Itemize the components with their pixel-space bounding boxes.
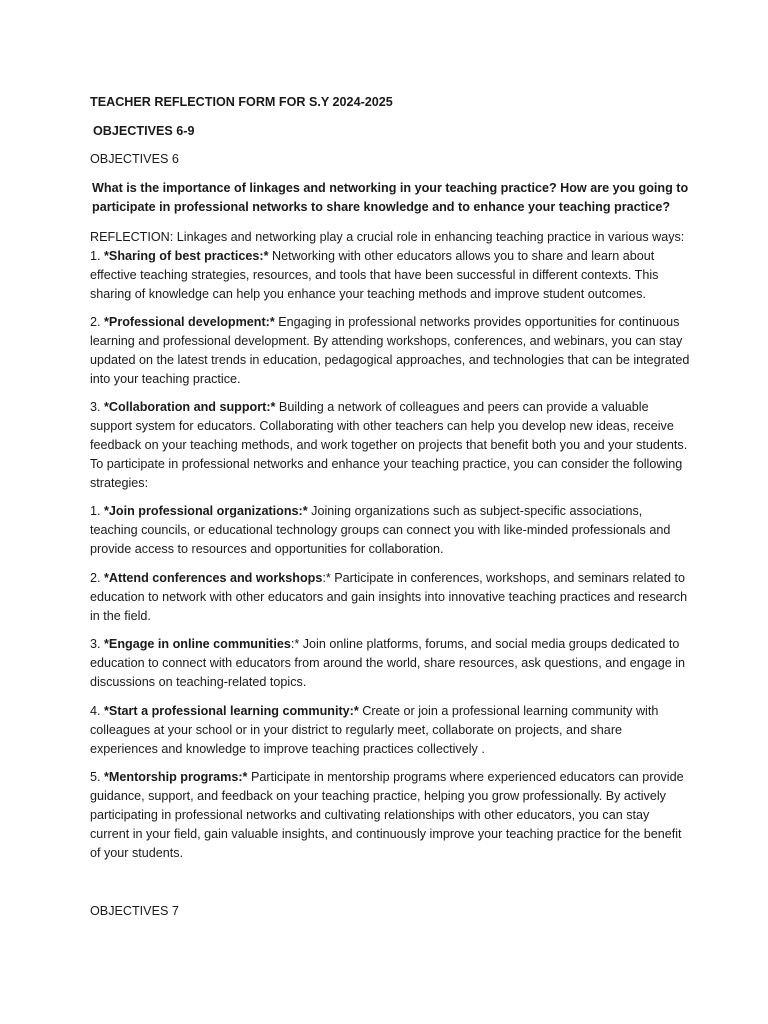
benefit-item: 3. *Collaboration and support:* Building a network of colleagues and peers can provide a valuable support system for educators. Collaborating with other teachers can help you develop new ideas, receive feedback on your teaching methods, and work together on projects that benefit both you and your students. To participate in professional networks and enhance your teaching practice, you can consider the following strategies: <box>90 400 688 490</box>
document-title: TEACHER REFLECTION FORM FOR S.Y 2024-2025 <box>90 95 393 109</box>
strategy-item: 2. *Attend conferences and workshops:* Participate in conferences, workshops, and seminars related to education to network with other educators and gain insights into innovative teaching practices and research in the field. <box>90 571 688 623</box>
benefit-item: 1. *Sharing of best practices:* Networking with other educators allows you to share and learn about effective teaching strategies, resources, and tools that have been successful in different contexts. This sharing of knowledge can help you enhance your teaching methods and improve student outcomes. <box>90 249 659 301</box>
objective-7-heading: OBJECTIVES 7 <box>90 904 179 918</box>
reflection-question: What is the importance of linkages and networking in your teaching practice? How are you going to participate in professional networks to share knowledge and to enhance your teaching practice? <box>92 181 689 214</box>
benefit-item: 2. *Professional development:* Engaging in professional networks provides opportunities for continuous learning and professional development. By attending workshops, conferences, and webinars, you can stay updated on the latest trends in education, pedagogical approaches, and technologies that can be integrated into your teaching practice. <box>90 315 690 386</box>
strategy-item: 5. *Mentorship programs:* Participate in mentorship programs where experienced educators can provide guidance, support, and feedback on your teaching practice, helping you grow professionally. By actively participating in professional networks and cultivating relationships with other educators, you can stay current in your field, gain valuable insights, and continuously improve your teaching practice for the benefit of your students. <box>90 770 684 860</box>
strategy-item: 4. *Start a professional learning community:* Create or join a professional learning community with colleagues at your school or in your district to regularly meet, collaborate on projects, and share experiences and knowledge to improve teaching practices collectively . <box>90 704 659 756</box>
reflection-intro: REFLECTION: Linkages and networking play a crucial role in enhancing teaching practice in various ways: <box>90 230 685 244</box>
objectives-range-heading: OBJECTIVES 6-9 <box>93 124 195 138</box>
reflection-intro-and-benefit-1 <box>90 228 690 304</box>
strategy-item: 1. *Join professional organizations:* Joining organizations such as subject-specific associations, teaching councils, or educational technology groups can connect you with like-minded professionals and provide access to resources and opportunities for collaboration. <box>90 504 671 556</box>
strategy-item: 3. *Engage in online communities:* Join online platforms, forums, and social media groups dedicated to education to connect with educators from around the world, share resources, ask questions, and engage in discussions on teaching-related topics. <box>90 637 686 689</box>
objective-6-heading: OBJECTIVES 6 <box>90 152 179 166</box>
